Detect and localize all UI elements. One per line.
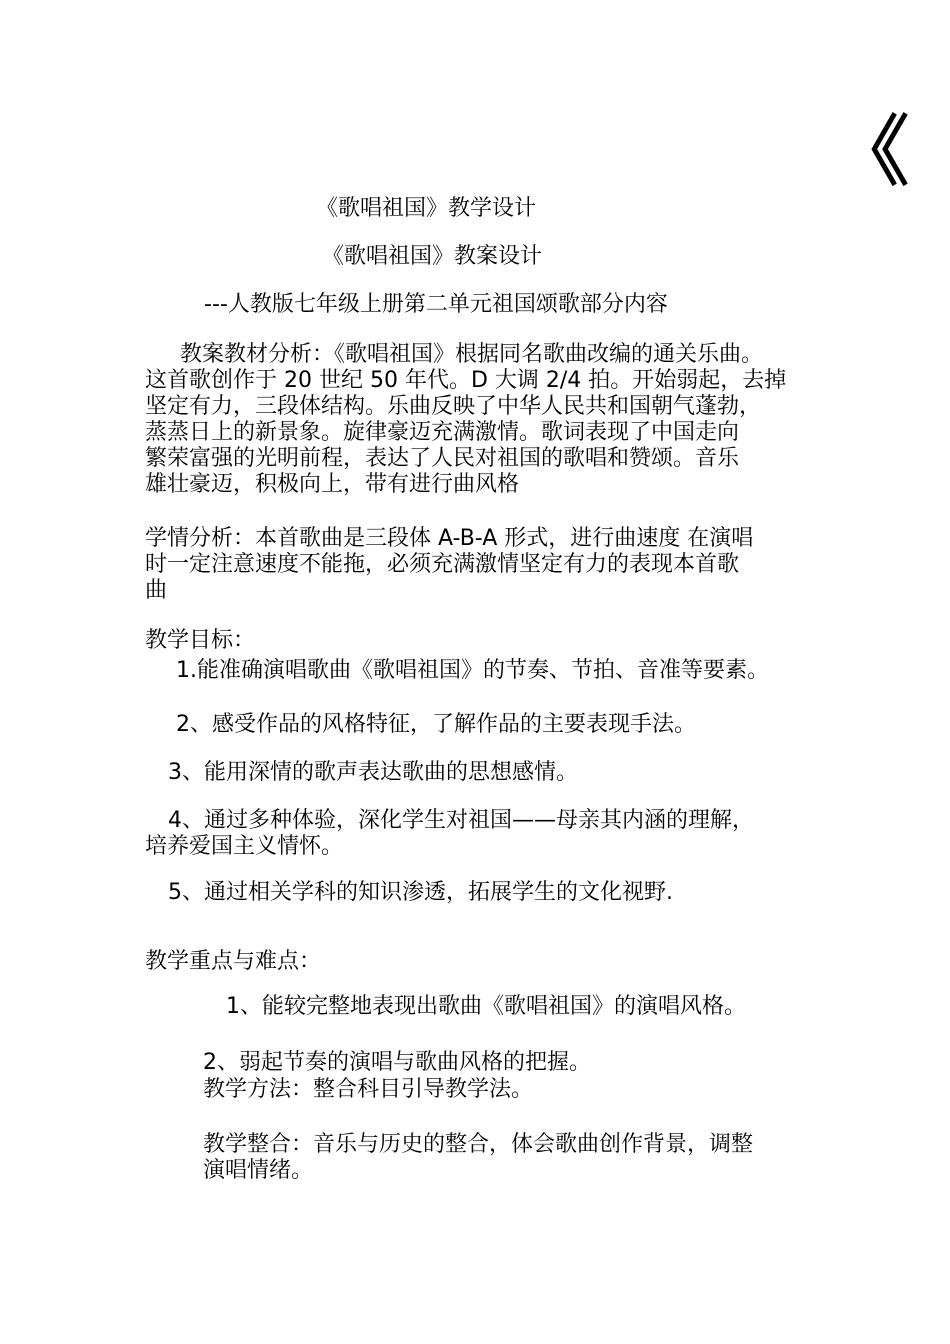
objective-item: 1.能准确演唱歌曲《歌唱祖国》的节奏、节拍、音准等要素。: [176, 658, 769, 683]
objective-item: 2、感受作品的风格特征，了解作品的主要表现手法。: [176, 712, 696, 737]
keypoint-item: 2、弱起节奏的演唱与歌曲风格的把握。: [203, 1050, 591, 1075]
objective-item: 3、能用深情的歌声表达歌曲的思想感情。: [168, 760, 578, 785]
objective-item: 5、通过相关学科的知识渗透，拓展学生的文化视野.: [168, 880, 673, 905]
teaching-method: 教学方法：整合科目引导教学法。: [203, 1077, 534, 1102]
analysis-line: 繁荣富强的光明前程，表达了人民对祖国的歌唱和赞颂。音乐: [145, 446, 740, 471]
keypoints-heading: 教学重点与难点：: [145, 949, 322, 974]
analysis-line: 蒸蒸日上的新景象。旋律豪迈充满激情。歌词表现了中国走向: [145, 420, 740, 445]
corner-bracket-mark: 《: [833, 107, 909, 196]
learner-line: 曲: [145, 578, 168, 603]
analysis-line: 雄壮豪迈，积极向上，带有进行曲风格: [145, 472, 520, 497]
learner-line: 学情分析：本首歌曲是三段体 A-B-A 形式，进行曲速度 在演唱: [145, 526, 754, 551]
analysis-line: 教案教材分析：《歌唱祖国》根据同名歌曲改编的通关乐曲。: [180, 342, 764, 367]
objective-item: 4、通过多种体验，深化学生对祖国——母亲其内涵的理解，: [168, 808, 754, 833]
keypoint-item: 1、能较完整地表现出歌曲《歌唱祖国》的演唱风格。: [226, 994, 746, 1019]
integration-line: 教学整合：音乐与历史的整合，体会歌曲创作背景，调整: [203, 1132, 754, 1157]
subtitle: ---人教版七年级上册第二单元祖国颂歌部分内容: [204, 292, 668, 317]
title-lesson-plan: 《歌唱祖国》教案设计: [322, 244, 543, 269]
objectives-heading: 教学目标：: [145, 628, 256, 653]
integration-line: 演唱情绪。: [203, 1158, 314, 1183]
learner-line: 时一定注意速度不能拖，必须充满激情坚定有力的表现本首歌: [145, 552, 740, 577]
analysis-line: 坚定有力，三段体结构。乐曲反映了中华人民共和国朝气蓬勃，: [145, 394, 762, 419]
title-teaching-design: 《歌唱祖国》教学设计: [316, 196, 537, 221]
analysis-line: 这首歌创作于 20 世纪 50 年代。D 大调 2/4 拍。开始弱起，去掉: [145, 368, 787, 393]
objective-item: 培养爱国主义情怀。: [145, 834, 344, 859]
